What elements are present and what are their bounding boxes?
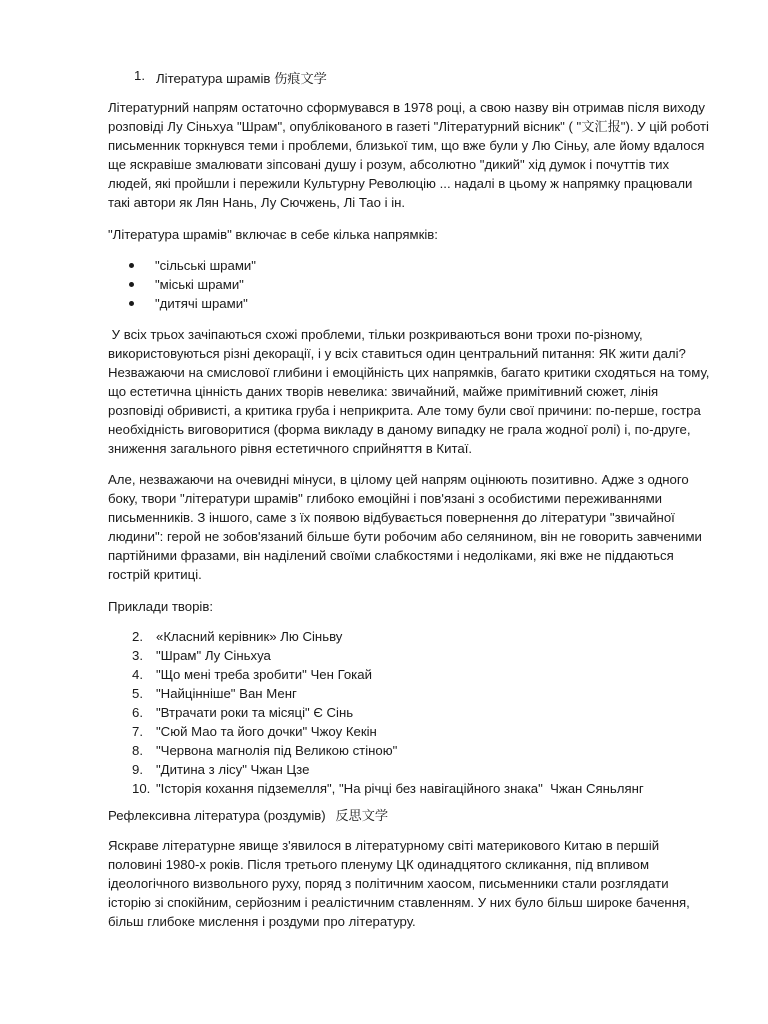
paragraph-evaluation: Але, незважаючи на очевидні мінуси, в цілому цей напрям оцінюють позитивно. Адже з одного боку, твори "літератури шрамів" глибоко емоційні і пов'язані з особистими переживаннями письменників. З іншого, саме з їх появою відбувається повернення до літератури "звичайної людини": герой не зобов'язаний більше бути робочим або селянином, він не говорить завченими партійними фразами, він наділений своїми слабкостями і недоліками, які вже не піддаються гострій критиці. — [108, 472, 702, 582]
heading-text: Рефлексивна література (роздумів) — [108, 808, 326, 823]
bullet-icon — [129, 263, 134, 268]
heading-text: Література шрамів 伤痕文学 — [156, 71, 327, 86]
section-heading-reflective-literature — [108, 805, 388, 824]
paragraph-reflective: Яскраве літературне явище з'явилося в літературному світі материкового Китаю в першій половині 1980-х років. Після третього пленуму ЦК одинадцятого скликання, під впливом ідеологічного визвольного руху, поряд з політичним хаосом, письменники стали розглядати історію зі спокійним, серйозним і реалістичним ставленням. У них було більш широке бачення, більш глибоке мислення і роздуми про літературу. — [108, 838, 690, 929]
heading-cjk: 反思文学 — [335, 809, 389, 824]
paragraph-origin: Літературний напрям остаточно сформувався в 1978 році, а свою назву він отримав після виходу розповіді Лу Сіньхуа "Шрам", опублікованого в газеті "Літературний вісник" ( "文汇报"). У цій роботі письменник торкнувся теми і проблеми, близької тим, що вже були у Лю Сіньу, але йому вдалося ще яскравіше змалювати зіпсовані душу і розум, абсолютно "дикий" хід думок і почуттів тих людей, які пройшли і пережили Культурну Революцію ... надалі в цьому ж напрямку працювали такі автори як Лян Нань, Лу Сючжень, Лі Тао і ін. — [108, 100, 709, 210]
heading-number: 1. — [134, 68, 145, 83]
paragraph-directions-intro: "Література шрамів" включає в себе кілька напрямків: — [108, 227, 438, 242]
bullet-icon — [129, 282, 134, 287]
examples-label: Приклади творів: — [108, 599, 214, 614]
paragraph-problems: У всіх трьох зачіпаються схожі проблеми, тільки розкриваються вони трохи по-різному, використовуються різні декорації, і у всіх ставиться один центральний питання: ЯК жити далі? Незважаючи на смислової глибини і емоційність цих напрямків, багато критики сходяться на тому, що естетична цінність даних творів невелика: звичайний, майже примітивний сюжет, лінія розповіді обривисті, а критика груба і неприкрита. Але тому були свої причини: по-перше, гостра необхідність виговоритися (форма викладу в даному випадку не грала жодної ролі) і, по-друге, зниження загального рівня естетичного сприйняття в Китаї. — [108, 327, 714, 456]
bullet-icon — [129, 301, 134, 306]
